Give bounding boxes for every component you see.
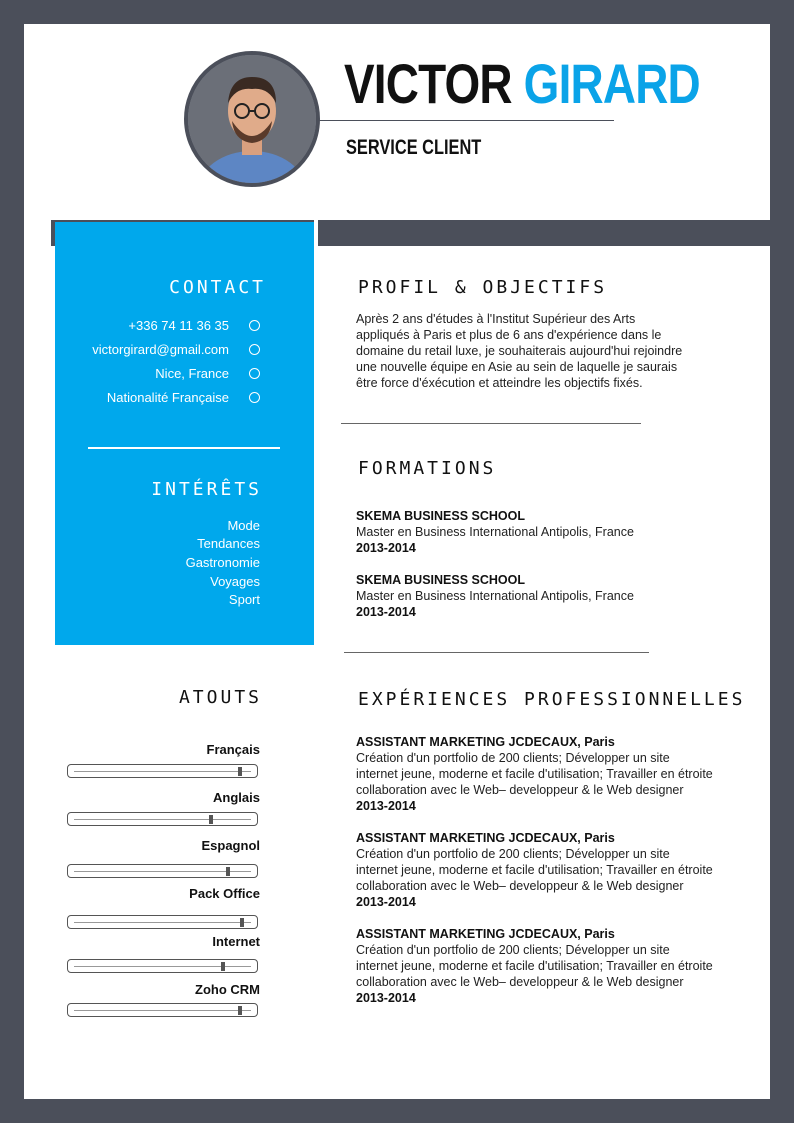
interest-item: Voyages: [210, 574, 260, 589]
formations-title: FORMATIONS: [358, 458, 497, 479]
contact-phone: [0, 318, 260, 333]
experience-line: internet jeune, moderne et facile d'utilisation; Travailler en étroite: [356, 959, 713, 973]
formation-school: SKEMA BUSINESS SCHOOL: [356, 573, 526, 587]
atouts-title: ATOUTS: [178, 687, 262, 708]
profile-line: être force d'éxécution et atteindre les objectifs fixés.: [356, 376, 643, 390]
name-divider: [318, 120, 614, 121]
sidebar-divider: [88, 447, 280, 449]
formation-years: 2013-2014: [356, 605, 416, 619]
experiences-title: EXPÉRIENCES PROFESSIONNELLES: [358, 689, 746, 710]
skill-level-bar: [67, 959, 258, 973]
frame-tab-right: [314, 220, 318, 246]
experience-title: ASSISTANT MARKETING JCDECAUX, Paris: [356, 831, 615, 845]
skill-level-marker: [221, 962, 225, 971]
profile-line: Après 2 ans d'études à l'Institut Supérieur des Arts: [356, 312, 636, 326]
frame-tab-left: [24, 220, 51, 246]
experience-item: [356, 734, 713, 814]
circle-bullet-icon: [249, 320, 260, 331]
experience-years: 2013-2014: [356, 799, 416, 813]
skill-level-bar: [67, 1003, 258, 1017]
profile-title: PROFIL & OBJECTIFS: [358, 277, 608, 298]
circle-bullet-icon: [249, 392, 260, 403]
interest-item: Sport: [228, 592, 260, 607]
atout-label: Espagnol: [201, 838, 260, 853]
experience-item: [356, 830, 713, 910]
experience-line: Création d'un portfolio de 200 clients; Développer un site: [356, 751, 670, 765]
circle-bullet-icon: [249, 368, 260, 379]
contact-email: [0, 342, 260, 357]
atout-label: Anglais: [213, 790, 260, 805]
interest-item: Tendances: [197, 536, 260, 551]
profile-line: domaine du retail luxe, je souhaiterais aujourd'hui rejoindre: [356, 344, 683, 358]
profile-line: une nouvelle équipe en Asie au sein de laquelle je saurais: [356, 360, 678, 374]
first-name: VICTOR: [344, 52, 512, 115]
candidate-name: [344, 52, 700, 116]
contact-email-text: victorgirard@gmail.com: [92, 342, 229, 357]
experience-line: collaboration avec le Web– developpeur & le Web designer: [356, 783, 684, 797]
circle-bullet-icon: [249, 344, 260, 355]
experience-line: collaboration avec le Web– developpeur & le Web designer: [356, 879, 684, 893]
skill-level-marker: [240, 918, 244, 927]
skill-level-marker: [238, 767, 242, 776]
formation-years: 2013-2014: [356, 541, 416, 555]
contact-phone-text: +336 74 11 36 35: [128, 318, 229, 333]
interests-title: INTÉRÊTS: [151, 479, 262, 500]
experience-years: 2013-2014: [356, 991, 416, 1005]
experience-item: [356, 926, 713, 1006]
experience-line: internet jeune, moderne et facile d'utilisation; Travailler en étroite: [356, 863, 713, 877]
atout-label: Français: [206, 742, 260, 757]
experience-line: Création d'un portfolio de 200 clients; Développer un site: [356, 847, 670, 861]
section-divider: [341, 423, 641, 424]
person-portrait-icon: [188, 55, 316, 183]
atout-label: Internet: [212, 934, 260, 949]
experience-title: ASSISTANT MARKETING JCDECAUX, Paris: [356, 735, 615, 749]
experience-title: ASSISTANT MARKETING JCDECAUX, Paris: [356, 927, 615, 941]
profile-text: [356, 311, 682, 391]
interest-item: Mode: [227, 518, 260, 533]
interest-item: Gastronomie: [185, 555, 260, 570]
formation-item: [356, 508, 634, 556]
skill-level-marker: [238, 1006, 242, 1015]
formation-degree: Master en Business International Antipolis, France: [356, 525, 634, 539]
profile-line: appliqués à Paris et plus de 6 ans d'expérience dans le: [356, 328, 662, 342]
skill-level-bar: [67, 864, 258, 878]
profile-photo: [184, 51, 320, 187]
contact-nationality-text: Nationalité Française: [106, 390, 229, 405]
formation-school: SKEMA BUSINESS SCHOOL: [356, 509, 526, 523]
experience-years: 2013-2014: [356, 895, 416, 909]
last-name: GIRARD: [523, 52, 700, 115]
job-title: SERVICE CLIENT: [346, 136, 482, 159]
skill-level-marker: [209, 815, 213, 824]
section-divider: [344, 652, 649, 653]
contact-title: CONTACT: [169, 277, 266, 298]
experience-line: internet jeune, moderne et facile d'utilisation; Travailler en étroite: [356, 767, 713, 781]
formation-item: [356, 572, 634, 620]
formation-degree: Master en Business International Antipolis, France: [356, 589, 634, 603]
contact-location: [0, 366, 260, 381]
atout-label: Pack Office: [189, 886, 260, 901]
contact-nationality: [0, 390, 260, 405]
experience-line: collaboration avec le Web– developpeur & le Web designer: [356, 975, 684, 989]
experience-line: Création d'un portfolio de 200 clients; Développer un site: [356, 943, 670, 957]
contact-location-text: Nice, France: [155, 366, 229, 381]
skill-level-marker: [226, 867, 230, 876]
atout-label: Zoho CRM: [195, 982, 260, 997]
skill-level-bar: [67, 764, 258, 778]
skill-level-bar: [67, 915, 258, 929]
skill-level-bar: [67, 812, 258, 826]
